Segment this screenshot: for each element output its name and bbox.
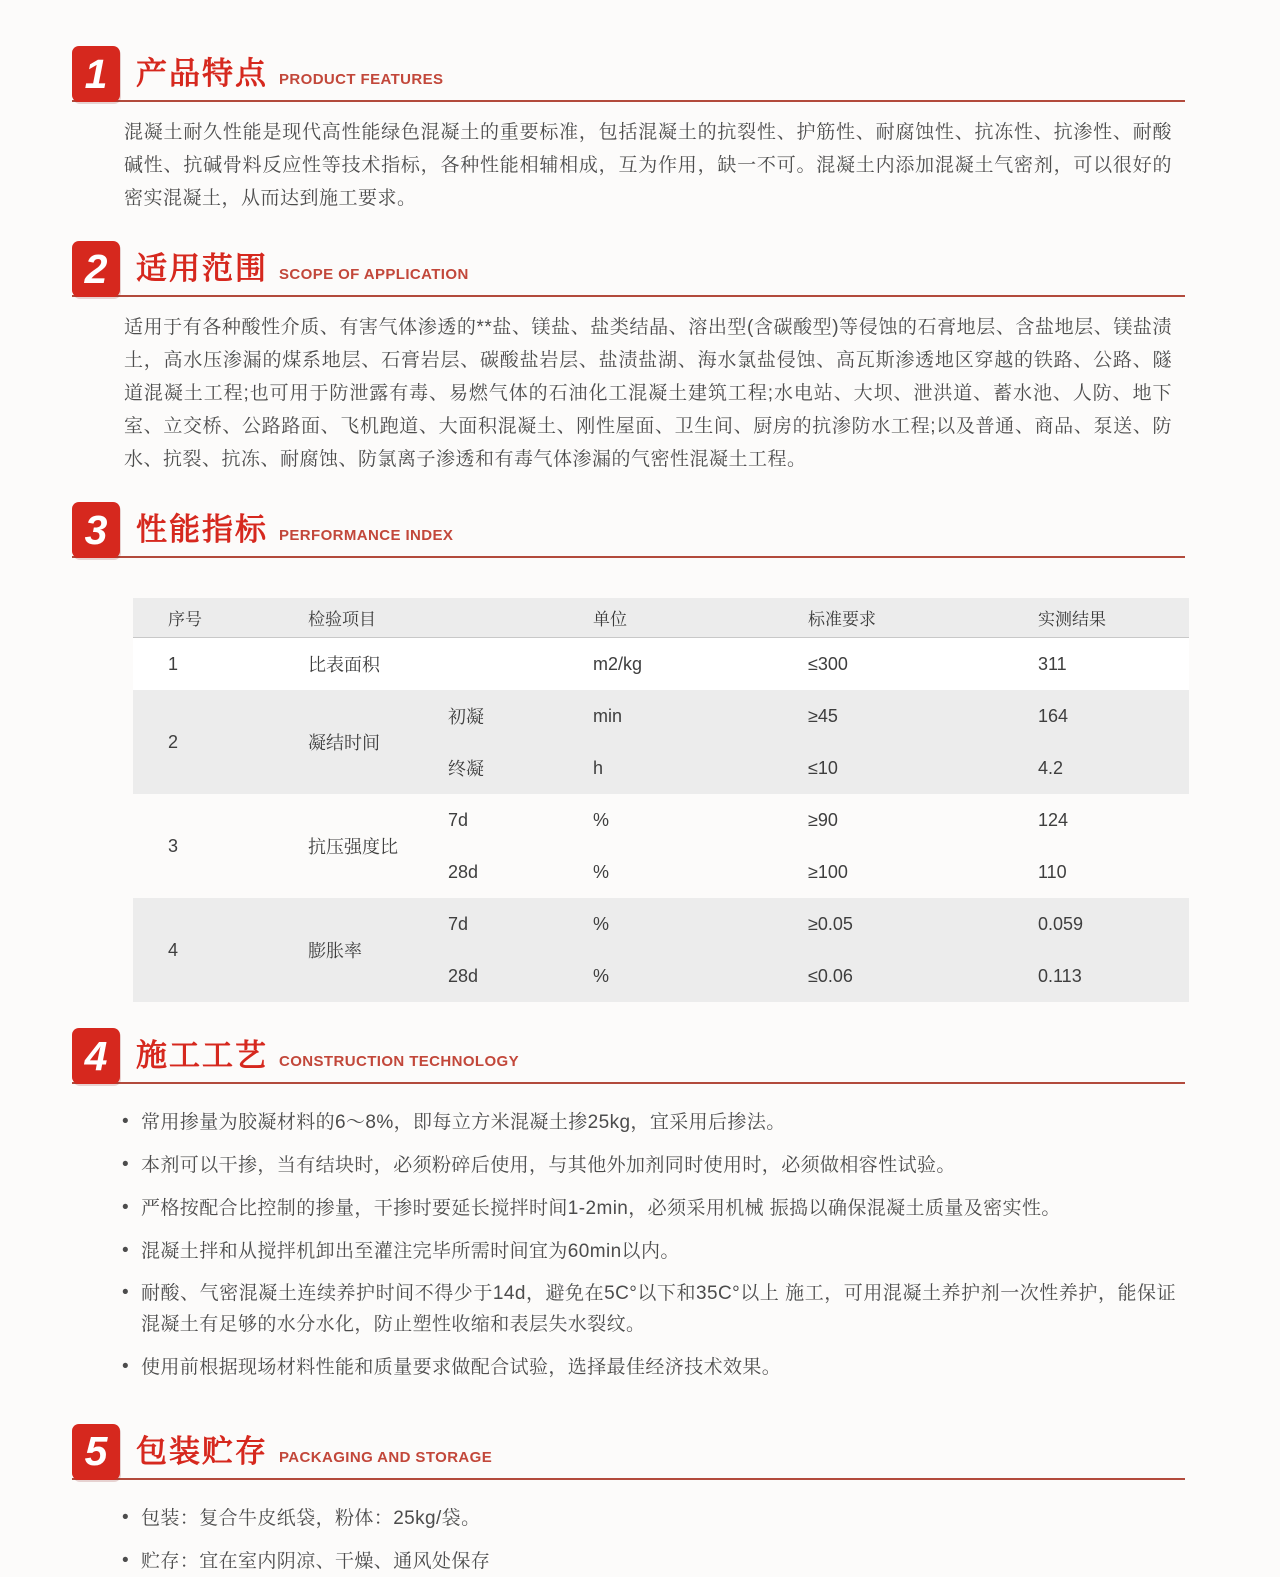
- cell-no: 1: [133, 654, 273, 675]
- col-header-no: 序号: [133, 605, 273, 630]
- cell-result: 124: [1003, 810, 1189, 831]
- cell-unit: m2/kg: [558, 654, 773, 675]
- section-header: [72, 46, 1185, 102]
- section-number-badge: 4: [72, 1028, 120, 1084]
- sub-rows: [413, 690, 1189, 794]
- cell-unit: %: [558, 914, 773, 935]
- table-row-group: [133, 794, 1189, 898]
- section-title-zh: 产品特点: [136, 48, 268, 93]
- cell-item: 比表面积: [273, 651, 413, 677]
- sub-rows: [413, 794, 1189, 898]
- section-header: [72, 241, 1185, 297]
- cell-standard: ≥90: [773, 810, 1003, 831]
- section-scope-of-application: [72, 241, 1185, 476]
- bullet-item: • 严格按配合比控制的掺量，干掺时要延长搅拌时间1-2min，必须采用机械 振捣以确保混凝土质量及密实性。: [120, 1194, 1176, 1225]
- section-title-zh: 性能指标: [136, 504, 268, 549]
- cell-item: 膨胀率: [273, 898, 413, 1002]
- section-number-badge: 3: [72, 502, 120, 558]
- bullet-item: • 耐酸、气密混凝土连续养护时间不得少于14d，避免在5C°以下和35C°以上 施工，可用混凝土养护剂一次性养护，能保证混凝土有足够的水分水化，防止塑性收缩和表层失水裂纹。: [120, 1279, 1176, 1341]
- cell-result: 311: [1003, 654, 1189, 675]
- section-title-en: SCOPE OF APPLICATION: [279, 266, 469, 283]
- bullet-item: • 本剂可以干掺，当有结块时，必须粉碎后使用，与其他外加剂同时使用时，必须做相容性试验。: [120, 1151, 1176, 1182]
- cell-result: 0.059: [1003, 914, 1189, 935]
- section-titles: [136, 48, 443, 100]
- cell-sub: 7d: [413, 914, 558, 935]
- section-title-zh: 施工工艺: [136, 1030, 268, 1075]
- section-packaging-and-storage: [72, 1424, 1185, 1577]
- cell-unit: h: [558, 758, 773, 779]
- cell-unit: %: [558, 966, 773, 987]
- cell-result: 110: [1003, 862, 1189, 883]
- bullet-item: • 贮存：宜在室内阴凉、干燥、通风处保存: [120, 1547, 1176, 1577]
- section-titles: [136, 1030, 519, 1082]
- section-construction-technology: [72, 1028, 1185, 1383]
- cell-item: 抗压强度比: [273, 794, 413, 898]
- section-titles: [136, 243, 469, 295]
- section-title-en: CONSTRUCTION TECHNOLOGY: [279, 1053, 519, 1070]
- section-title-en: PACKAGING AND STORAGE: [279, 1449, 492, 1466]
- section-header: [72, 1424, 1185, 1480]
- bullet-item: • 常用掺量为胶凝材料的6～8%，即每立方米混凝土掺25kg，宜采用后掺法。: [120, 1108, 1176, 1139]
- cell-no: 2: [133, 690, 273, 794]
- cell-result: 4.2: [1003, 758, 1189, 779]
- cell-result: 0.113: [1003, 966, 1189, 987]
- section-title-zh: 适用范围: [136, 243, 268, 288]
- section-header: [72, 502, 1185, 558]
- cell-standard: ≤300: [773, 654, 1003, 675]
- col-header-unit: 单位: [558, 605, 773, 630]
- section-number-badge: 1: [72, 46, 120, 102]
- cell-standard: ≤0.06: [773, 966, 1003, 987]
- section-title-zh: 包装贮存: [136, 1426, 268, 1471]
- table-sub-row: [413, 690, 1189, 742]
- table-row-group: [133, 690, 1189, 794]
- section-number-badge: 5: [72, 1424, 120, 1480]
- table-sub-row: [413, 794, 1189, 846]
- col-header-result: 实测结果: [1003, 605, 1189, 630]
- cell-unit: min: [558, 706, 773, 727]
- cell-sub: 7d: [413, 810, 558, 831]
- cell-no: 4: [133, 898, 273, 1002]
- cell-standard: ≥0.05: [773, 914, 1003, 935]
- cell-result: 164: [1003, 706, 1189, 727]
- section-title-en: PERFORMANCE INDEX: [279, 527, 453, 544]
- packaging-bullet-list: [120, 1504, 1176, 1577]
- section-titles: [136, 1426, 492, 1478]
- section-number-badge: 2: [72, 241, 120, 297]
- cell-sub: 终凝: [413, 755, 558, 781]
- cell-standard: ≤10: [773, 758, 1003, 779]
- sub-rows: [413, 898, 1189, 1002]
- col-header-item: 检验项目: [273, 605, 413, 630]
- bullet-item: • 混凝土拌和从搅拌机卸出至灌注完毕所需时间宜为60min以内。: [120, 1237, 1176, 1268]
- construction-bullet-list: [120, 1108, 1176, 1383]
- cell-unit: %: [558, 862, 773, 883]
- table-sub-row: [413, 742, 1189, 794]
- col-header-standard: 标准要求: [773, 605, 1003, 630]
- section-performance-index: [72, 502, 1185, 1002]
- bullet-item: • 包装：复合牛皮纸袋，粉体：25kg/袋。: [120, 1504, 1176, 1535]
- table-sub-row: [413, 898, 1189, 950]
- cell-standard: ≥45: [773, 706, 1003, 727]
- section-header: [72, 1028, 1185, 1084]
- cell-unit: %: [558, 810, 773, 831]
- features-paragraph: 混凝土耐久性能是现代高性能绿色混凝土的重要标准，包括混凝土的抗裂性、护筋性、耐腐蚀性、抗冻性、抗渗性、耐酸碱性、抗碱骨料反应性等技术指标，各种性能相辅相成，互为作用，缺一不可。混凝土内添加混凝土气密剂，可以很好的密实混凝土，从而达到施工要求。: [124, 116, 1172, 215]
- section-titles: [136, 504, 453, 556]
- performance-table: [133, 598, 1189, 1002]
- cell-sub: 初凝: [413, 703, 558, 729]
- table-row-group: [133, 898, 1189, 1002]
- section-title-en: PRODUCT FEATURES: [279, 71, 443, 88]
- cell-standard: ≥100: [773, 862, 1003, 883]
- cell-no: 3: [133, 794, 273, 898]
- table-row: [133, 638, 1189, 690]
- table-sub-row: [413, 950, 1189, 1002]
- table-header-row: [133, 598, 1189, 638]
- table-sub-row: [413, 846, 1189, 898]
- cell-sub: 28d: [413, 862, 558, 883]
- bullet-item: • 使用前根据现场材料性能和质量要求做配合试验，选择最佳经济技术效果。: [120, 1353, 1176, 1384]
- cell-item: 凝结时间: [273, 690, 413, 794]
- cell-sub: 28d: [413, 966, 558, 987]
- scope-paragraph: 适用于有各种酸性介质、有害气体渗透的**盐、镁盐、盐类结晶、溶出型(含碳酸型)等侵蚀的石膏地层、含盐地层、镁盐渍土，高水压渗漏的煤系地层、石膏岩层、碳酸盐岩层、盐渍盐湖、海水氯盐侵蚀、高瓦斯渗透地区穿越的铁路、公路、隧道混凝土工程;也可用于防泄露有毒、易燃气体的石油化工混凝土建筑工程;水电站、大坝、泄洪道、蓄水池、人防、地下室、立交桥、公路路面、飞机跑道、大面积混凝土、刚性屋面、卫生间、厨房的抗渗防水工程;以及普通、商品、泵送、防水、抗裂、抗冻、耐腐蚀、防氯离子渗透和有毒气体渗漏的气密性混凝土工程。: [124, 311, 1172, 476]
- section-product-features: [72, 46, 1185, 215]
